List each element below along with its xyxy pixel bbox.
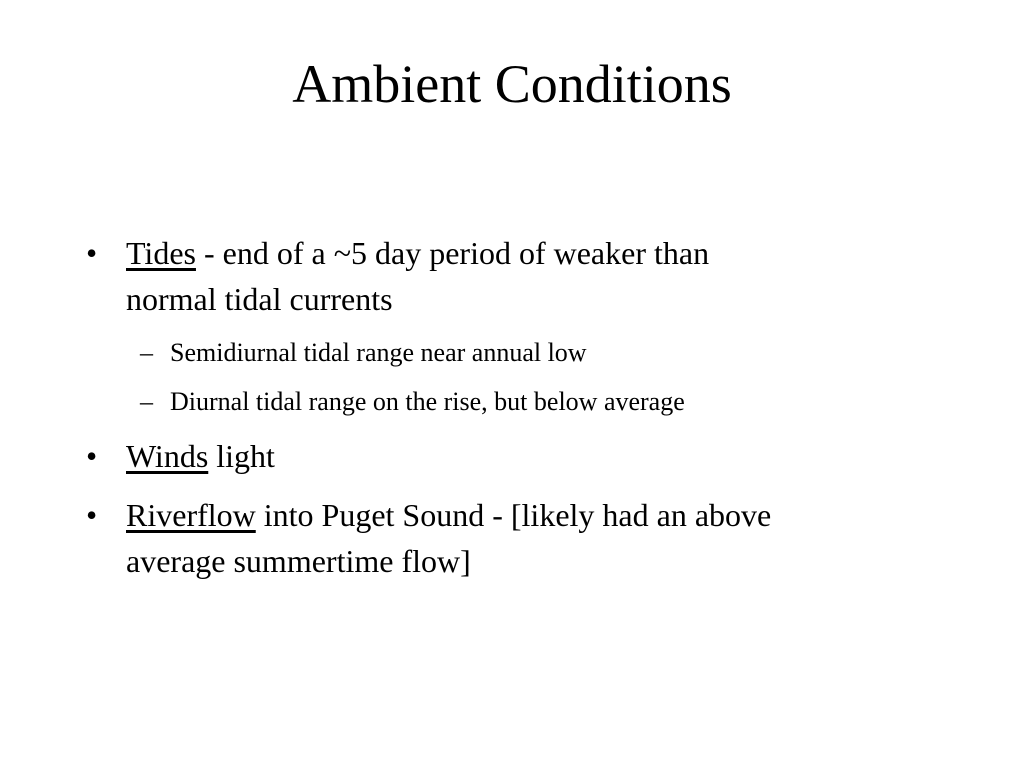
bullet-tides: [86, 230, 946, 322]
bullet-rest-riverflow: into Puget Sound - [likely had an above: [255, 497, 772, 533]
bullet-text: [126, 492, 946, 584]
subbullet-marker: –: [140, 387, 153, 416]
subbullet-semidiurnal: [140, 336, 940, 370]
bullet-marker: •: [86, 497, 98, 533]
bullet-marker: •: [86, 235, 98, 271]
subbullet-text: Semidiurnal tidal range near annual low: [170, 338, 587, 367]
bullet-marker: •: [86, 438, 98, 474]
slide-title: Ambient Conditions: [292, 54, 732, 114]
bullet-term-riverflow: Riverflow: [126, 497, 256, 533]
subbullet-marker: –: [140, 338, 153, 367]
bullet-winds: [86, 433, 946, 479]
bullet-rest-tides: - end of a ~5 day period of weaker than: [195, 235, 710, 271]
subbullet-text: Diurnal tidal range on the rise, but below average: [170, 387, 685, 416]
bullet-term-winds: Winds: [126, 438, 209, 474]
bullet-text: [126, 433, 946, 479]
bullet-riverflow: [86, 492, 946, 584]
bullet-rest2-tides: normal tidal currents: [126, 281, 393, 317]
bullet-term-tides: Tides: [126, 235, 196, 271]
bullet-rest-winds: light: [208, 438, 275, 474]
subbullet-diurnal: [140, 385, 940, 419]
bullet-rest2-riverflow: average summertime flow]: [126, 543, 471, 579]
bullet-text: [126, 230, 946, 322]
